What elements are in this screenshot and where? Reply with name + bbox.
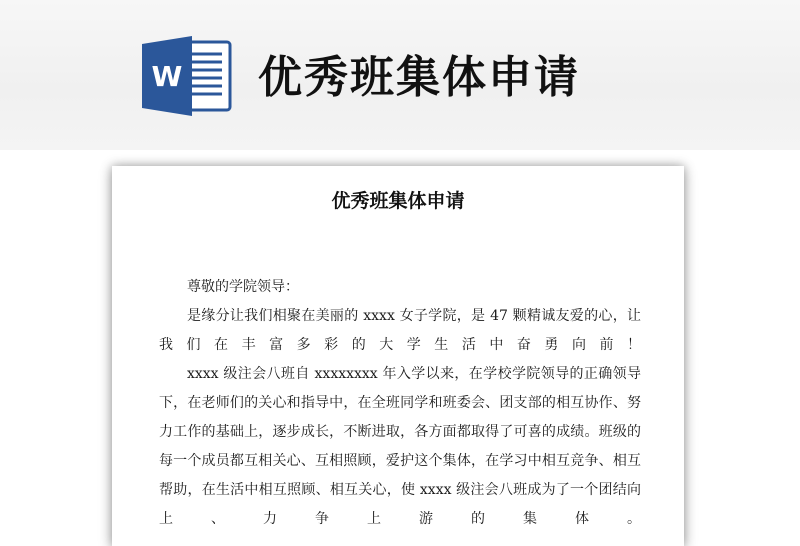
- paragraph-1: 是缘分让我们相聚在美丽的 xxxx 女子学院，是 47 颗精诚友爱的心，让我们在丰富多彩的大学生活中奋勇向前！: [159, 308, 641, 353]
- word-icon-letter: W: [151, 60, 183, 93]
- document-body: [159, 273, 641, 534]
- paragraph-2: xxxx 级注会八班自 xxxxxxxx 年入学以来，在学校学院领导的正确领导下，在老师们的关心和指导中，在全班同学和班委会、团支部的相互协作、努力工作的基础上，逐步成长，不断进取，各方面都取得了可喜的成绩。班级的每一个成员都互相关心、互相照顾，爱护这个集体，在学习中相互竞争、相互帮助，在生活中相互照顾、相互关心，使 xxxx 级注会八班成为了一个团结向上、力争上游的集体。: [159, 366, 641, 527]
- word-document-icon: [140, 34, 232, 118]
- document-page: [112, 166, 684, 546]
- document-title: 优秀班集体申请: [331, 190, 465, 212]
- salutation: 尊敬的学院领导：: [187, 279, 299, 295]
- page-title: 优秀班集体申请: [258, 52, 580, 103]
